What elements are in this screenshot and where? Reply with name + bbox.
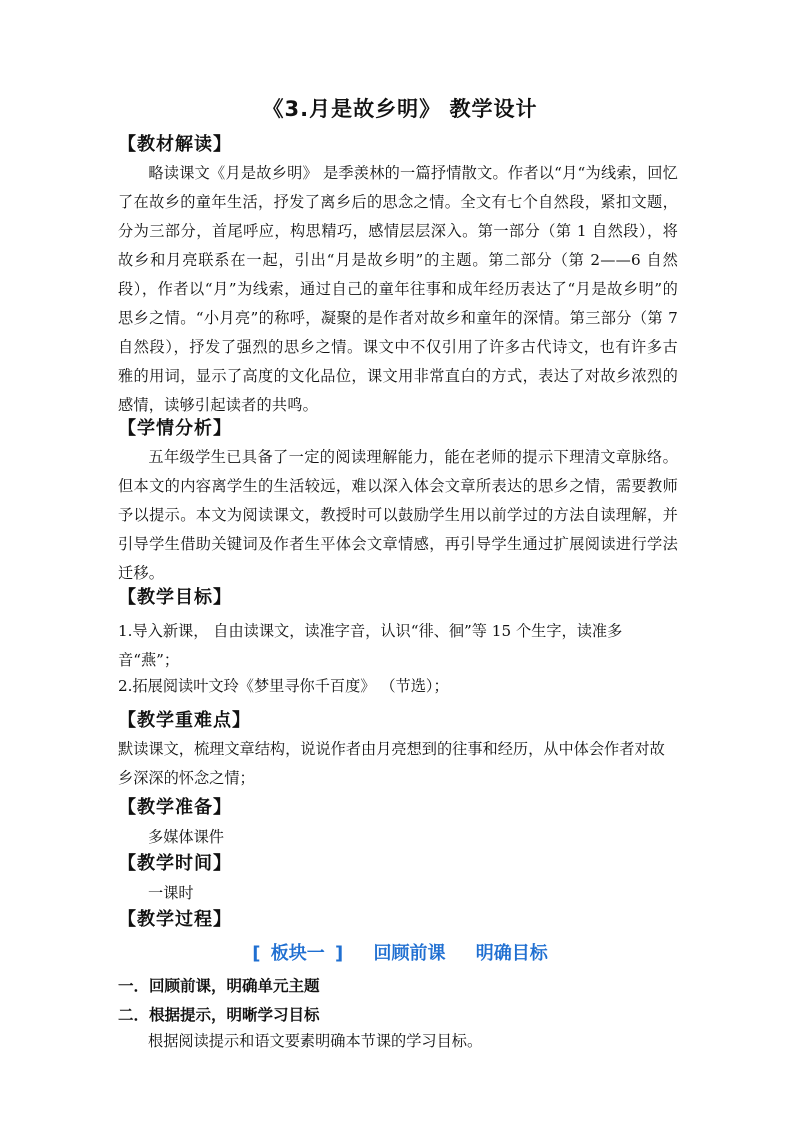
goal-item-1: 1.导入新课， 自由读课文，读准字音，认识“徘、徊”等 15 个生字，读准多音“燕”；: [118, 622, 623, 669]
heading-goals: 【教学目标】: [118, 587, 232, 608]
goal-item-2: 2.拓展阅读叶文玲《梦里寻你千百度》 （节选）；: [118, 677, 449, 695]
step-2-heading: 二．根据提示，明晰学习目标: [118, 1006, 320, 1024]
banner-label: [ 板块一 ]: [252, 943, 344, 964]
paragraph-students: 五年级学生已具备了一定的阅读理解能力，能在老师的提示下理清文章脉络。但本文的内容离学生的生活较远，难以深入体会文章所表达的思乡之情，需要教师予以提示。本文为阅读课文，教授时可以鼓励学生用以前学过的方法自读理解，并引导学生借助关键词及作者生平体会文章情感，再引导学生通过扩展阅读进行学法迁移。: [118, 448, 678, 582]
section-banner-part1: [0, 939, 800, 965]
heading-textbook: 【教材解读】: [118, 134, 232, 155]
heading-time: 【教学时间】: [118, 853, 232, 874]
heading-process: 【教学过程】: [118, 909, 232, 930]
step-2-body: 根据阅读提示和语文要素明确本节课的学习目标。: [148, 1032, 483, 1050]
banner-topic-review: 回顾前课: [373, 943, 446, 964]
paragraph-textbook: 略读课文《月是故乡明》 是季羡林的一篇抒情散文。作者以“月“为线索，回忆了在故乡的童年生活，抒发了离乡后的思念之情。全文有七个自然段，紧扣文题，分为三部分，首尾呼应，构思精巧，感情层层深入。第一部分（第 1 自然段），将故乡和月亮联系在一起，引出“月是故乡明”的主题。第二部分（第 2——6 自然段），作者以“月”为线索，通过自己的童年往事和成年经历表达了“月是故乡明”的思乡之情。“小月亮”的称呼，凝聚的是作者对故乡和童年的深情。第三部分（第 7 自然段），抒发了强烈的思乡之情。课文中不仅引用了许多古代诗文，也有许多古雅的用词，显示了高度的文化品位，课文用非常直白的方式，表达了对故乡浓烈的感情，读够引起读者的共鸣。: [118, 164, 678, 414]
paragraph-key-points: 默读课文，梳理文章结构，说说作者由月亮想到的往事和经历，从中体会作者对故乡深深的怀念之情；: [118, 740, 665, 787]
heading-preparation: 【教学准备】: [118, 797, 232, 818]
heading-key-points: 【教学重难点】: [118, 710, 251, 731]
time-text: 一课时: [148, 884, 194, 902]
document-title: 《3.月是故乡明》 教学设计: [262, 97, 538, 121]
step-1-heading: 一．回顾前课，明确单元主题: [118, 977, 320, 995]
heading-students: 【学情分析】: [118, 418, 232, 439]
banner-topic-goals: 明确目标: [475, 943, 548, 964]
preparation-text: 多媒体课件: [148, 828, 224, 846]
